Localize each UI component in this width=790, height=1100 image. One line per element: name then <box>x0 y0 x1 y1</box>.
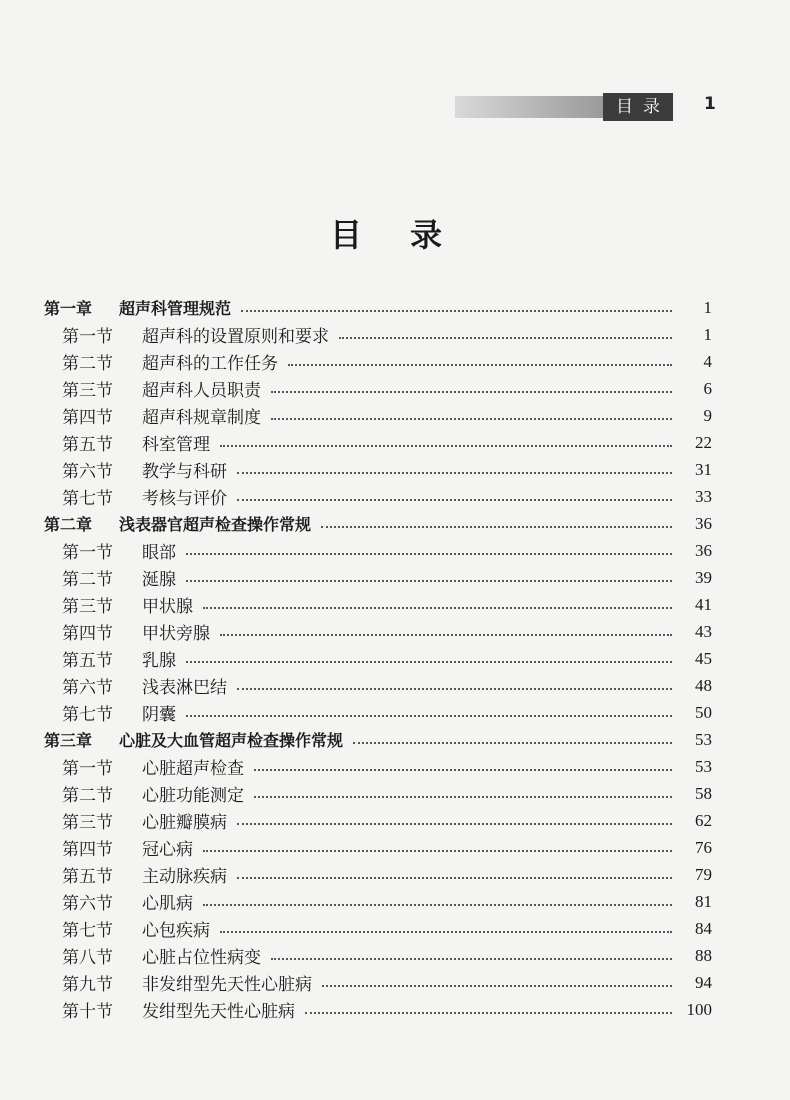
toc-section-entry[interactable] <box>44 996 712 1023</box>
section-title: 冠心病 <box>142 840 193 860</box>
toc-section-entry[interactable] <box>44 942 712 969</box>
section-title: 心包疾病 <box>142 921 210 941</box>
section-title: 乳腺 <box>142 651 176 671</box>
section-page-number: 36 <box>695 540 712 560</box>
section-page-number: 76 <box>695 837 712 857</box>
section-number: 第五节 <box>62 867 113 887</box>
header-page-number: 1 <box>704 94 716 114</box>
section-number: 第一节 <box>62 759 113 779</box>
section-number: 第三节 <box>62 597 113 617</box>
section-page-number: 1 <box>703 324 712 344</box>
dot-leader <box>254 796 672 798</box>
section-page-number: 9 <box>703 405 712 425</box>
section-page-number: 43 <box>695 621 712 641</box>
section-title: 发绀型先天性心脏病 <box>142 1002 295 1022</box>
section-number: 第六节 <box>62 894 113 914</box>
section-number: 第七节 <box>62 921 113 941</box>
section-number: 第二节 <box>62 354 113 374</box>
toc-section-entry[interactable] <box>44 591 712 618</box>
header-decor-band <box>455 96 603 118</box>
chapter-number: 第二章 <box>44 515 93 534</box>
section-title: 眼部 <box>142 543 176 563</box>
dot-leader <box>271 391 672 393</box>
section-number: 第四节 <box>62 408 113 428</box>
dot-leader <box>322 985 672 987</box>
section-title: 心脏超声检查 <box>142 759 244 779</box>
chapter-page-number: 36 <box>695 513 712 533</box>
section-title: 心肌病 <box>142 894 193 914</box>
section-page-number: 62 <box>695 810 712 830</box>
section-page-number: 94 <box>695 972 712 992</box>
section-title: 甲状腺 <box>142 597 193 617</box>
toc-section-entry[interactable] <box>44 429 712 456</box>
section-number: 第一节 <box>62 543 113 563</box>
dot-leader <box>241 310 672 312</box>
dot-leader <box>237 877 672 879</box>
chapter-title: 浅表器官超声检查操作常规 <box>119 515 312 534</box>
section-number: 第五节 <box>62 651 113 671</box>
table-of-contents <box>44 294 712 1023</box>
section-title: 心脏功能测定 <box>142 786 244 806</box>
toc-section-entry[interactable] <box>44 321 712 348</box>
chapter-number: 第一章 <box>44 299 93 318</box>
section-title: 超声科规章制度 <box>142 408 261 428</box>
toc-section-entry[interactable] <box>44 861 712 888</box>
toc-section-entry[interactable] <box>44 564 712 591</box>
chapter-page-number: 53 <box>695 729 712 749</box>
section-number: 第三节 <box>62 381 113 401</box>
section-number: 第二节 <box>62 786 113 806</box>
dot-leader <box>237 472 672 474</box>
section-title: 涎腺 <box>142 570 176 590</box>
section-title: 主动脉疾病 <box>142 867 227 887</box>
toc-section-entry[interactable] <box>44 780 712 807</box>
chapter-number: 第三章 <box>44 731 93 750</box>
toc-section-entry[interactable] <box>44 888 712 915</box>
section-number: 第七节 <box>62 705 113 725</box>
section-number: 第四节 <box>62 624 113 644</box>
toc-section-entry[interactable] <box>44 402 712 429</box>
section-title: 超声科的设置原则和要求 <box>142 327 329 347</box>
section-page-number: 22 <box>695 432 712 452</box>
toc-section-entry[interactable] <box>44 645 712 672</box>
dot-leader <box>271 958 672 960</box>
toc-section-entry[interactable] <box>44 699 712 726</box>
dot-leader <box>237 499 672 501</box>
section-number: 第二节 <box>62 570 113 590</box>
section-title: 心脏占位性病变 <box>142 948 261 968</box>
page-title: 目录 <box>329 216 490 254</box>
section-page-number: 100 <box>686 999 712 1019</box>
section-number: 第四节 <box>62 840 113 860</box>
section-page-number: 41 <box>695 594 712 614</box>
section-title: 心脏瓣膜病 <box>142 813 227 833</box>
section-page-number: 58 <box>695 783 712 803</box>
dot-leader <box>203 850 672 852</box>
toc-section-entry[interactable] <box>44 672 712 699</box>
section-page-number: 50 <box>695 702 712 722</box>
toc-section-entry[interactable] <box>44 348 712 375</box>
section-page-number: 39 <box>695 567 712 587</box>
dot-leader <box>220 931 672 933</box>
dot-leader <box>220 634 672 636</box>
dot-leader <box>271 418 672 420</box>
section-page-number: 88 <box>695 945 712 965</box>
section-number: 第九节 <box>62 975 113 995</box>
section-number: 第三节 <box>62 813 113 833</box>
section-title: 浅表淋巴结 <box>142 678 227 698</box>
dot-leader <box>288 364 672 366</box>
toc-section-entry[interactable] <box>44 618 712 645</box>
dot-leader <box>353 742 672 744</box>
section-page-number: 31 <box>695 459 712 479</box>
section-page-number: 53 <box>695 756 712 776</box>
toc-chapter-entry[interactable] <box>44 510 712 537</box>
dot-leader <box>186 553 672 555</box>
section-title: 非发绀型先天性心脏病 <box>142 975 312 995</box>
toc-section-entry[interactable] <box>44 483 712 510</box>
section-title: 教学与科研 <box>142 462 227 482</box>
chapter-title: 心脏及大血管超声检查操作常规 <box>119 731 344 750</box>
section-title: 超声科人员职责 <box>142 381 261 401</box>
dot-leader <box>186 661 672 663</box>
toc-chapter-entry[interactable] <box>44 726 712 753</box>
toc-chapter-entry[interactable] <box>44 294 712 321</box>
section-page-number: 84 <box>695 918 712 938</box>
section-number: 第十节 <box>62 1002 113 1022</box>
dot-leader <box>237 823 672 825</box>
section-page-number: 79 <box>695 864 712 884</box>
section-number: 第七节 <box>62 489 113 509</box>
chapter-page-number: 1 <box>703 297 712 317</box>
section-number: 第八节 <box>62 948 113 968</box>
section-title: 超声科的工作任务 <box>142 354 278 374</box>
dot-leader <box>237 688 672 690</box>
dot-leader <box>254 769 672 771</box>
dot-leader <box>305 1012 672 1014</box>
section-page-number: 48 <box>695 675 712 695</box>
dot-leader <box>186 580 672 582</box>
toc-section-entry[interactable] <box>44 969 712 996</box>
header-section-tab: 目录 <box>603 93 673 121</box>
dot-leader <box>220 445 672 447</box>
section-number: 第五节 <box>62 435 113 455</box>
toc-section-entry[interactable] <box>44 375 712 402</box>
section-title: 阴囊 <box>142 705 176 725</box>
chapter-title: 超声科管理规范 <box>119 299 232 318</box>
section-title: 科室管理 <box>142 435 210 455</box>
toc-section-entry[interactable] <box>44 456 712 483</box>
toc-section-entry[interactable] <box>44 537 712 564</box>
toc-section-entry[interactable] <box>44 807 712 834</box>
section-page-number: 33 <box>695 486 712 506</box>
section-page-number: 4 <box>703 351 712 371</box>
toc-section-entry[interactable] <box>44 753 712 780</box>
section-page-number: 81 <box>695 891 712 911</box>
section-page-number: 45 <box>695 648 712 668</box>
dot-leader <box>339 337 672 339</box>
section-title: 考核与评价 <box>142 489 227 509</box>
dot-leader <box>203 904 672 906</box>
section-number: 第一节 <box>62 327 113 347</box>
dot-leader <box>203 607 672 609</box>
section-title: 甲状旁腺 <box>142 624 210 644</box>
toc-section-entry[interactable] <box>44 915 712 942</box>
dot-leader <box>321 526 672 528</box>
toc-section-entry[interactable] <box>44 834 712 861</box>
dot-leader <box>186 715 672 717</box>
section-number: 第六节 <box>62 462 113 482</box>
section-page-number: 6 <box>703 378 712 398</box>
section-number: 第六节 <box>62 678 113 698</box>
